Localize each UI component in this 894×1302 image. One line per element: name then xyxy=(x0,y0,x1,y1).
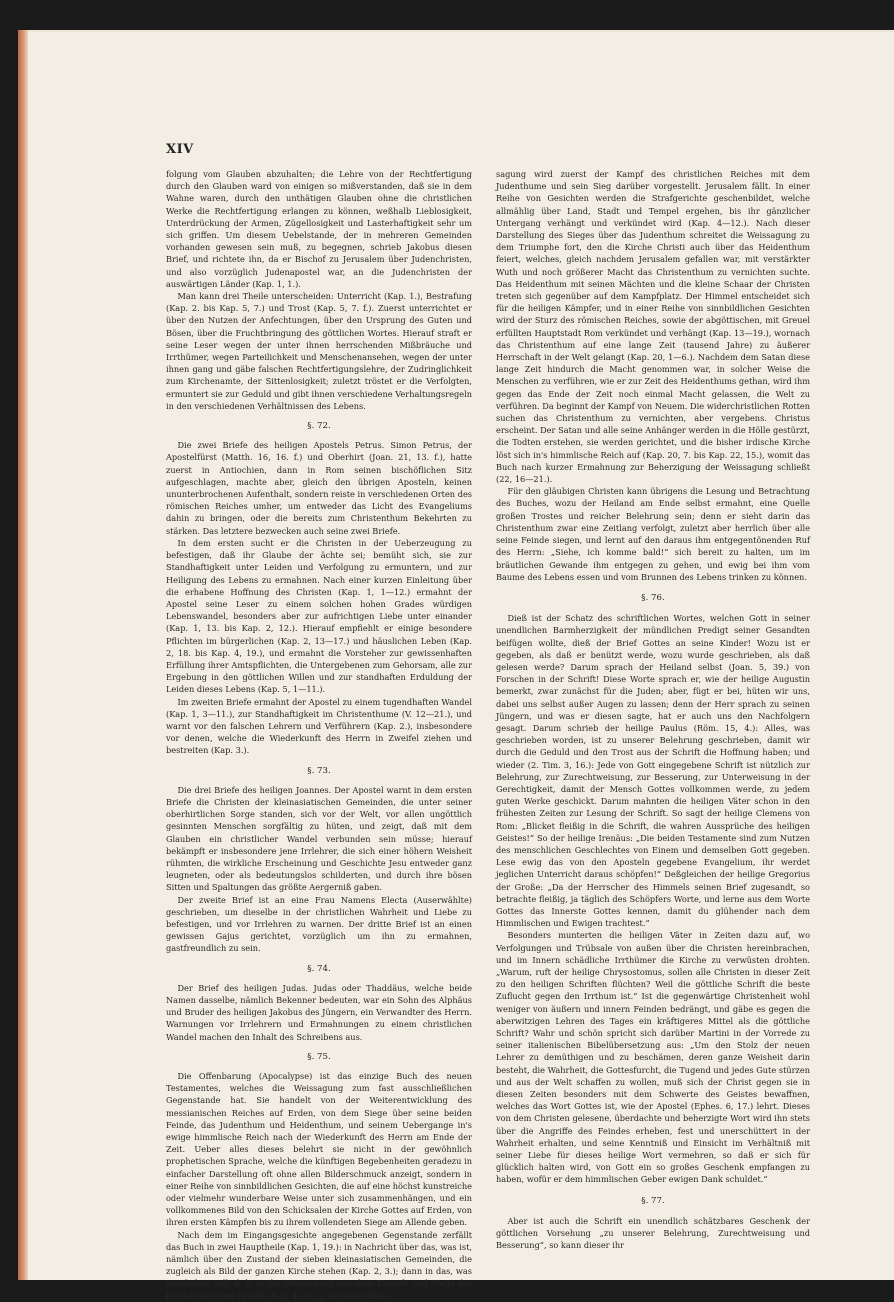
paragraph: Nach dem im Eingangsgesichte angegebenen Gegenstande zerfällt das Buch in zwei Hauptheile (Kap. 1, 19.): in Nachricht über das, was ist, nämlich über den Zustand der sieben kleinasiatischen Gemeinden, die zugleich als Bild der ganzen Kirche stehen (Kap. 2, 3.); dann in das, was geschehen soll, d. h. in die Weissagung von dem Kampfe und Siege der Kirche über ihre Feinde (Kap. 4—22.). In dieser Weis- xyxy=(166,1229,472,1301)
paragraph: Aber ist auch die Schrift ein unendlich schätzbares Geschenk der göttlichen Vorsehung „zu unserer Belehrung, Zurechtweisung und Besserung“, so kann dieser ihr xyxy=(496,1215,810,1251)
paragraph: Die Offenbarung (Apocalypse) ist das einzige Buch des neuen Testamentes, welches die Weissagung zum fast ausschließlichen Gegenstande hat. Sie handelt von der Weiterentwicklung des messianischen Reiches auf Erden, von dem Siege über seine beiden Feinde, das Judenthum und Heidenthum, und seinem Uebergange in's ewige himmlische Reich nach der Wiederkunft des Herrn am Ende der Zeit. Ueber alles dieses belehrt sie nicht in der gewöhnlich prophetischen Sprache, welche die künftigen Begebenheiten geradezu in einfacher Darstellung oft ohne allen Bilderschmuck anzeigt, sondern in einer Reihe von sinnbildlichen Gesichten, die auf eine höchst kunstreiche oder vielmehr wunderbare Weise unter sich zusammenhängen, und ein vollkommenes Bild von den Schicksalen der Kirche Gottes auf Erden, von ihren ersten Kämpfen bis zu ihrem vollendeten Siege am Allende geben. xyxy=(166,1071,472,1228)
paragraph: sagung wird zuerst der Kampf des christlichen Reiches mit dem Judenthume und sein Sieg darüber vorgestellt. Jerusalem fällt. In einer Reihe von Gesichten werden die Strafgerichte geschenbildet, welche allmählig über Land, Stadt und Tempel ergehen, bis ihr gänzlicher Untergang verhängt und verkündet wird (Kap. 4—12.). Nach dieser Darstellung des Sieges über das Judenthum schreitet die Weissagung zu dem Triumphe fort, den die Kirche Christi auch über das Heidenthum feiert, welches, gleich nachdem Jerusalem gefallen war, mit verstärkter Wuth und noch größerer Macht das Christenthum zu vernichten suchte. Das Heidenthum mit seinen Mächten und die kleine Schaar der Christen treten sich gegenüber auf dem Kampfplatz. Der Himmel entscheidet sich für die heiligen Kämpfer, und in einer Reihe von sinnbildlichen Gesichten wird der Sturz des römischen Reiches, sowie der abgöttischen, mit Greuel erfüllten Hauptstadt Rom verkündet und verhängt (Kap. 13—19.), wornach das Christenthum auf eine lange Zeit (tausend Jahre) zu äußerer Herrschaft in der Welt gelangt (Kap. 20, 1—6.). Nachdem dem Satan diese lange Zeit hindurch die Macht genommen war, in solcher Weise die Menschen zu verführen, wie er zur Zeit des Heidenthums gethan, wird ihm gegen das Ende der Zeit noch einmal Macht gelassen, die Welt zu verführen. Da beginnt der Kampf von Neuem. Die widerchristlichen Rotten suchen das Christenthum zu vernichten, aber vergebens. Christus erscheint. Der Satan und alle seine Anhänger werden in die Hölle gestürzt, die Todten erstehen, sie werden gerichtet, und die bisher irdische Kirche löst sich in's himmlische Reich auf (Kap. 20, 7. bis Kap. 22, 15.), womit das Buch nach kurzer Ermahnung zur Beherzigung der Weissagung schließt (22, 16—21.). xyxy=(496,169,810,485)
paragraph: Für den gläubigen Christen kann übrigens die Lesung und Betrachtung des Buches, wozu der Heiland am Ende selbst ermahnt, eine Quelle großen Trostes und reicher Belehrung sein; denn er sieht darin das Christenthum zwar eine Zeitlang verfolgt, zuletzt aber herrlich über alle seine Feinde siegen, und lernt auf den daraus ihm entgegentönenden Ruf des Herrn: „Siehe, ich komme bald!“ sich bereit zu halten, um im bräutlichen Gewande ihm entgegen zu gehen, und ewig bei ihm vom Baume des Lebens essen und vom Brunnen des Lebens trinken zu können. xyxy=(496,486,810,582)
paragraph: Man kann drei Theile unterscheiden: Unterricht (Kap. 1.), Bestrafung (Kap. 2. bis Kap. 5, 7.) und Trost (Kap. 5, 7. f.). Zuerst unterrichtet er über den Nutzen der Anfechtungen, über den Ursprung des Guten und Bösen, über die Fruchtbringung des göttlichen Wortes. Hierauf straft er seine Leser wegen der unter ihnen herrschenden Mißbräuche und Irrthümer, wegen Parteilichkeit und Menschenansehen, wegen der unter ihnen gang und gäbe falschen Rechtfertigungslehre, der Zudringlichkeit zum Kirchenamte, der Sittenlosigkeit; zuletzt tröstet er die Verfolgten, ermuntert sie zur Geduld und gibt ihnen verschiedene Verhaltungsregeln in den verschiedenen Verhältnissen des Lebens. xyxy=(166,291,472,411)
paragraph: Dieß ist der Schatz des schriftlichen Wortes, welchen Gott in seiner unendlichen Barmherzigkeit der mündlichen Predigt seiner Gesandten beifügen wollte, dieß der Brief Gottes an seine Kinder! Wozu ist er gegeben, als daß er benützt werde, wozu wurde geschrieben, als daß gelesen werde? Darum sprach der Heiland selbst (Joan. 5, 39.) von Forschen in der Schrift! Diese Worte sprach er, wie der heilige Augustin bemerkt, zwar zunächst für die Juden; aber, fügt er bei, hüten wir uns, dabei uns selbst außer Augen zu lassen; denn der Herr sprach zu seinen Jüngern, und was er diesen sagte, hat er auch uns den Nachfolgern gesagt. Darum schrieb der heilige Paulus (Röm. 15, 4.): Alles, was geschrieben worden, ist zu unserer Belehrung geschrieben, damit wir durch die Geduld und den Trost aus der Schrift die Hoffnung haben; und wieder (2. Tim. 3, 16.): Jede von Gott eingegebene Schrift ist nützlich zur Belehrung, zur Zurechtweisung, zur Besserung, zur Unterweisung in der Gerechtigkeit, damit der Mensch Gottes vollkommen werde, zu jedem guten Werke geschickt. Darum mahnten die heiligen Väter schon in den frühesten Zeiten zur Lesung der Schrift. So sagt der heilige Clemens von Rom: „Blicket fleißig in die Schrift, die wahren Aussprüche des heiligen Geistes!“ So der heilige Irenäus: „Die beiden Testamente sind zum Nutzen des menschlichen Geschlechtes von Einem und demselben Gott gegeben. Lese ewig das von den Aposteln gegebene Evangelium, ihr werdet jeglichen Unterricht daraus schöpfen!“ Deßgleichen der heilige Gregorius der Große: „Da der Herrscher des Himmels seinen Brief zugesandt, so betrachte fleißig, ja täglich des Schöpfers Worte, und lerne aus dem Worte Gottes das Innerste Gottes kennen, damit du glühender nach dem Himmlischen und Ewigen trachtest.“ xyxy=(496,613,810,929)
section-heading: §. 74. xyxy=(307,963,331,974)
paragraph: Besonders munterten die heiligen Väter in Zeiten dazu auf, wo Verfolgungen und Trübsale von außen über die Christen hereinbrachen, und im Innern schädliche Irrthümer die Kirche zu verwüsten drohten. „Warum, ruft der heilige Chrysostomus, sollen alle Christen in dieser Zeit zu den heiligen Schriften flüchten? Weil die göttliche Schrift die beste Zuflucht gegen den Irrthum ist.“ Ist die gegenwärtige Christenheit wohl weniger von äußern und innern Feinden bedrängt, und gäbe es gegen die aberwitzigen Lehren des Tages ein kräftigeres Mittel als die göttliche Schrift? Wahr und schön spricht sich darüber Martini in der Vorrede zu seiner italienischen Bibelübersetzung aus: „Um den Stolz der neuen Lehrer zu demüthigen und zu beschämen, deren ganze Weisheit darin besteht, die Wahrheit, die Gottesfurcht, die Tugend und jedes Gute stürzen und aus der Welt schaffen zu wollen, muß sich der Christ gegen sie in diesen Zeiten besonders mit dem Schwerte des Geistes bewaffnen, welches das Wort Gottes ist, wie der Apostel (Ephes. 6, 17.) lehrt. Dieses von dem Christen gelesene, überdachte und beherzigte Wort wird ihn stets über die Angriffe des Feindes erheben, fest und unerschüttert in der Wahrheit erhalten, und seine Kenntniß und Einsicht im Verhältniß mit seiner Liebe für dieses heilige Wort vermehren, so daß er sich für glücklich halten wird, von Gott ein so großes Geschenk empfangen zu haben, wofür er dem himmlischen Geber ewigen Dank schuldet.“ xyxy=(496,930,810,1185)
section-heading: §. 77. xyxy=(641,1195,665,1206)
paragraph: Im zweiten Briefe ermahnt der Apostel zu einem tugendhaften Wandel (Kap. 1, 3—11.), zur Standhaftigkeit im Christenthume (V. 12—21.), und warnt vor den falschen Lehrern und Verführern (Kap. 2.), insbesondere vor denen, welche die Wiederkunft des Herrn in Zweifel ziehen und bestreiten (Kap. 3.). xyxy=(166,696,472,756)
paragraph: Der zweite Brief ist an eine Frau Namens Electa (Auserwählte) geschrieben, um dieselbe in der christlichen Wahrheit und Liebe zu befestigen, und vor Irrlehren zu warnen. Der dritte Brief ist an einen gewissen Gajus gerichtet, vorzüglich um ihn zu ermahnen, gastfreundlich zu sein. xyxy=(166,894,472,954)
left-column xyxy=(166,168,472,1302)
section-heading: §. 76. xyxy=(641,592,665,603)
right-column xyxy=(496,168,810,1251)
book-spine-edge xyxy=(18,30,28,1280)
paragraph: Der Brief des heiligen Judas. Judas oder Thaddäus, welche beide Namen dasselbe, nämlich Bekenner bedeuten, war ein Sohn des Alphäus und Bruder des heiligen Jakobus des Jüngern, ein Verwandter des Herrn. Warnungen vor Irrlehrern und Ermahnungen zu einem christlichen Wandel machen den Inhalt des Schreibens aus. xyxy=(166,982,472,1042)
section-heading: §. 73. xyxy=(307,765,331,776)
paragraph: Die zwei Briefe des heiligen Apostels Petrus. Simon Petrus, der Apostelfürst (Matth. 16, 16. f.) und Oberhirt (Joan. 21, 13. f.), hatte zuerst in Antiochien, dann in Rom seinen bischöflichen Sitz aufgeschlagen, machte aber, gleich den übrigen Aposteln, keinen ununterbrochenen Aufenthalt, sondern reiste in verschiedenen Orten des römischen Reiches umher, um entweder das Licht des Evangeliums dahin zu bringen, oder die bereits zum Christenthum Bekehrten zu stärken. Das letztere bezwecken auch seine zwei Briefe. xyxy=(166,440,472,536)
section-heading: §. 75. xyxy=(307,1051,331,1062)
page-number: XIV xyxy=(166,142,194,157)
paragraph: folgung vom Glauben abzuhalten; die Lehre von der Rechtfertigung durch den Glauben ward von einigen so mißverstanden, daß sie in dem Wahne waren, durch den unthätigen Glauben ohne die christlichen Werke die Rechtfertigung erlangen zu können, weßhalb Lieblosigkeit, Unterdrückung der Armen, Zügellosigkeit und Lasterhaftigkeit sehr um sich griffen. Um diesem Uebelstande, der in mehreren Gemeinden vorhanden gewesen sein muß, zu begegnen, schrieb Jakobus diesen Brief, und richtete ihn, da er Bischof zu Jerusalem über Judenchristen, und also vorzüglich Judenapostel war, an die Judenchristen der auswärtigen Länder (Kap. 1, 1.). xyxy=(166,169,472,289)
paragraph: In dem ersten sucht er die Christen in der Ueberzeugung zu befestigen, daß ihr Glaube der ächte sei; bemüht sich, sie zur Standhaftigkeit unter Leiden und Verfolgung zu ermuntern, und zur Heiligung des Lebens zu ermahnen. Nach einer kurzen Einleitung über die erhabene Hoffnung des Christen (Kap. 1, 1—12.) ermahnt der Apostel seine Leser zu einem solchen hohen Grades würdigen Lebenswandel, besonders aber zur aufrichtigen Liebe unter einander (Kap. 1, 13. bis Kap. 2, 12.). Hierauf empfiehlt er einige besondere Pflichten im bürgerlichen (Kap. 2, 13—17.) und häuslichen Leben (Kap. 2, 18. bis Kap. 4, 19.), und ermahnt die Vorsteher zur gewissenhaften Erfüllung ihrer Amtspflichten, die Untergebenen zum Gehorsam, alle zur Ergebung in den göttlichen Willen und zur standhaften Erduldung der Leiden dieses Lebens (Kap. 5, 1—11.). xyxy=(166,537,472,695)
section-heading: §. 72. xyxy=(307,421,331,432)
paragraph: Die drei Briefe des heiligen Joannes. Der Apostel warnt in dem ersten Briefe die Christen der kleinasiatischen Gemeinden, die unter seiner oberhirtlichen Sorge standen, sich vor der Welt, vor allen ungöttlich gesinnten Menschen sorgfältig zu hüten, und zeigt, daß mit dem Glauben ein christlicher Wandel verbunden sein müsse; hierauf bekämpft er insbesondere jene Irrlehrer, die sich einer höhern Weisheit rühmten, die wirkliche Erscheinung und Geschichte Jesu entweder ganz leugneten, oder als bedeutungslos schilderten, und durch ihre bösen Sitten und Spaltungen das größte Aergerniß gaben. xyxy=(166,784,472,893)
